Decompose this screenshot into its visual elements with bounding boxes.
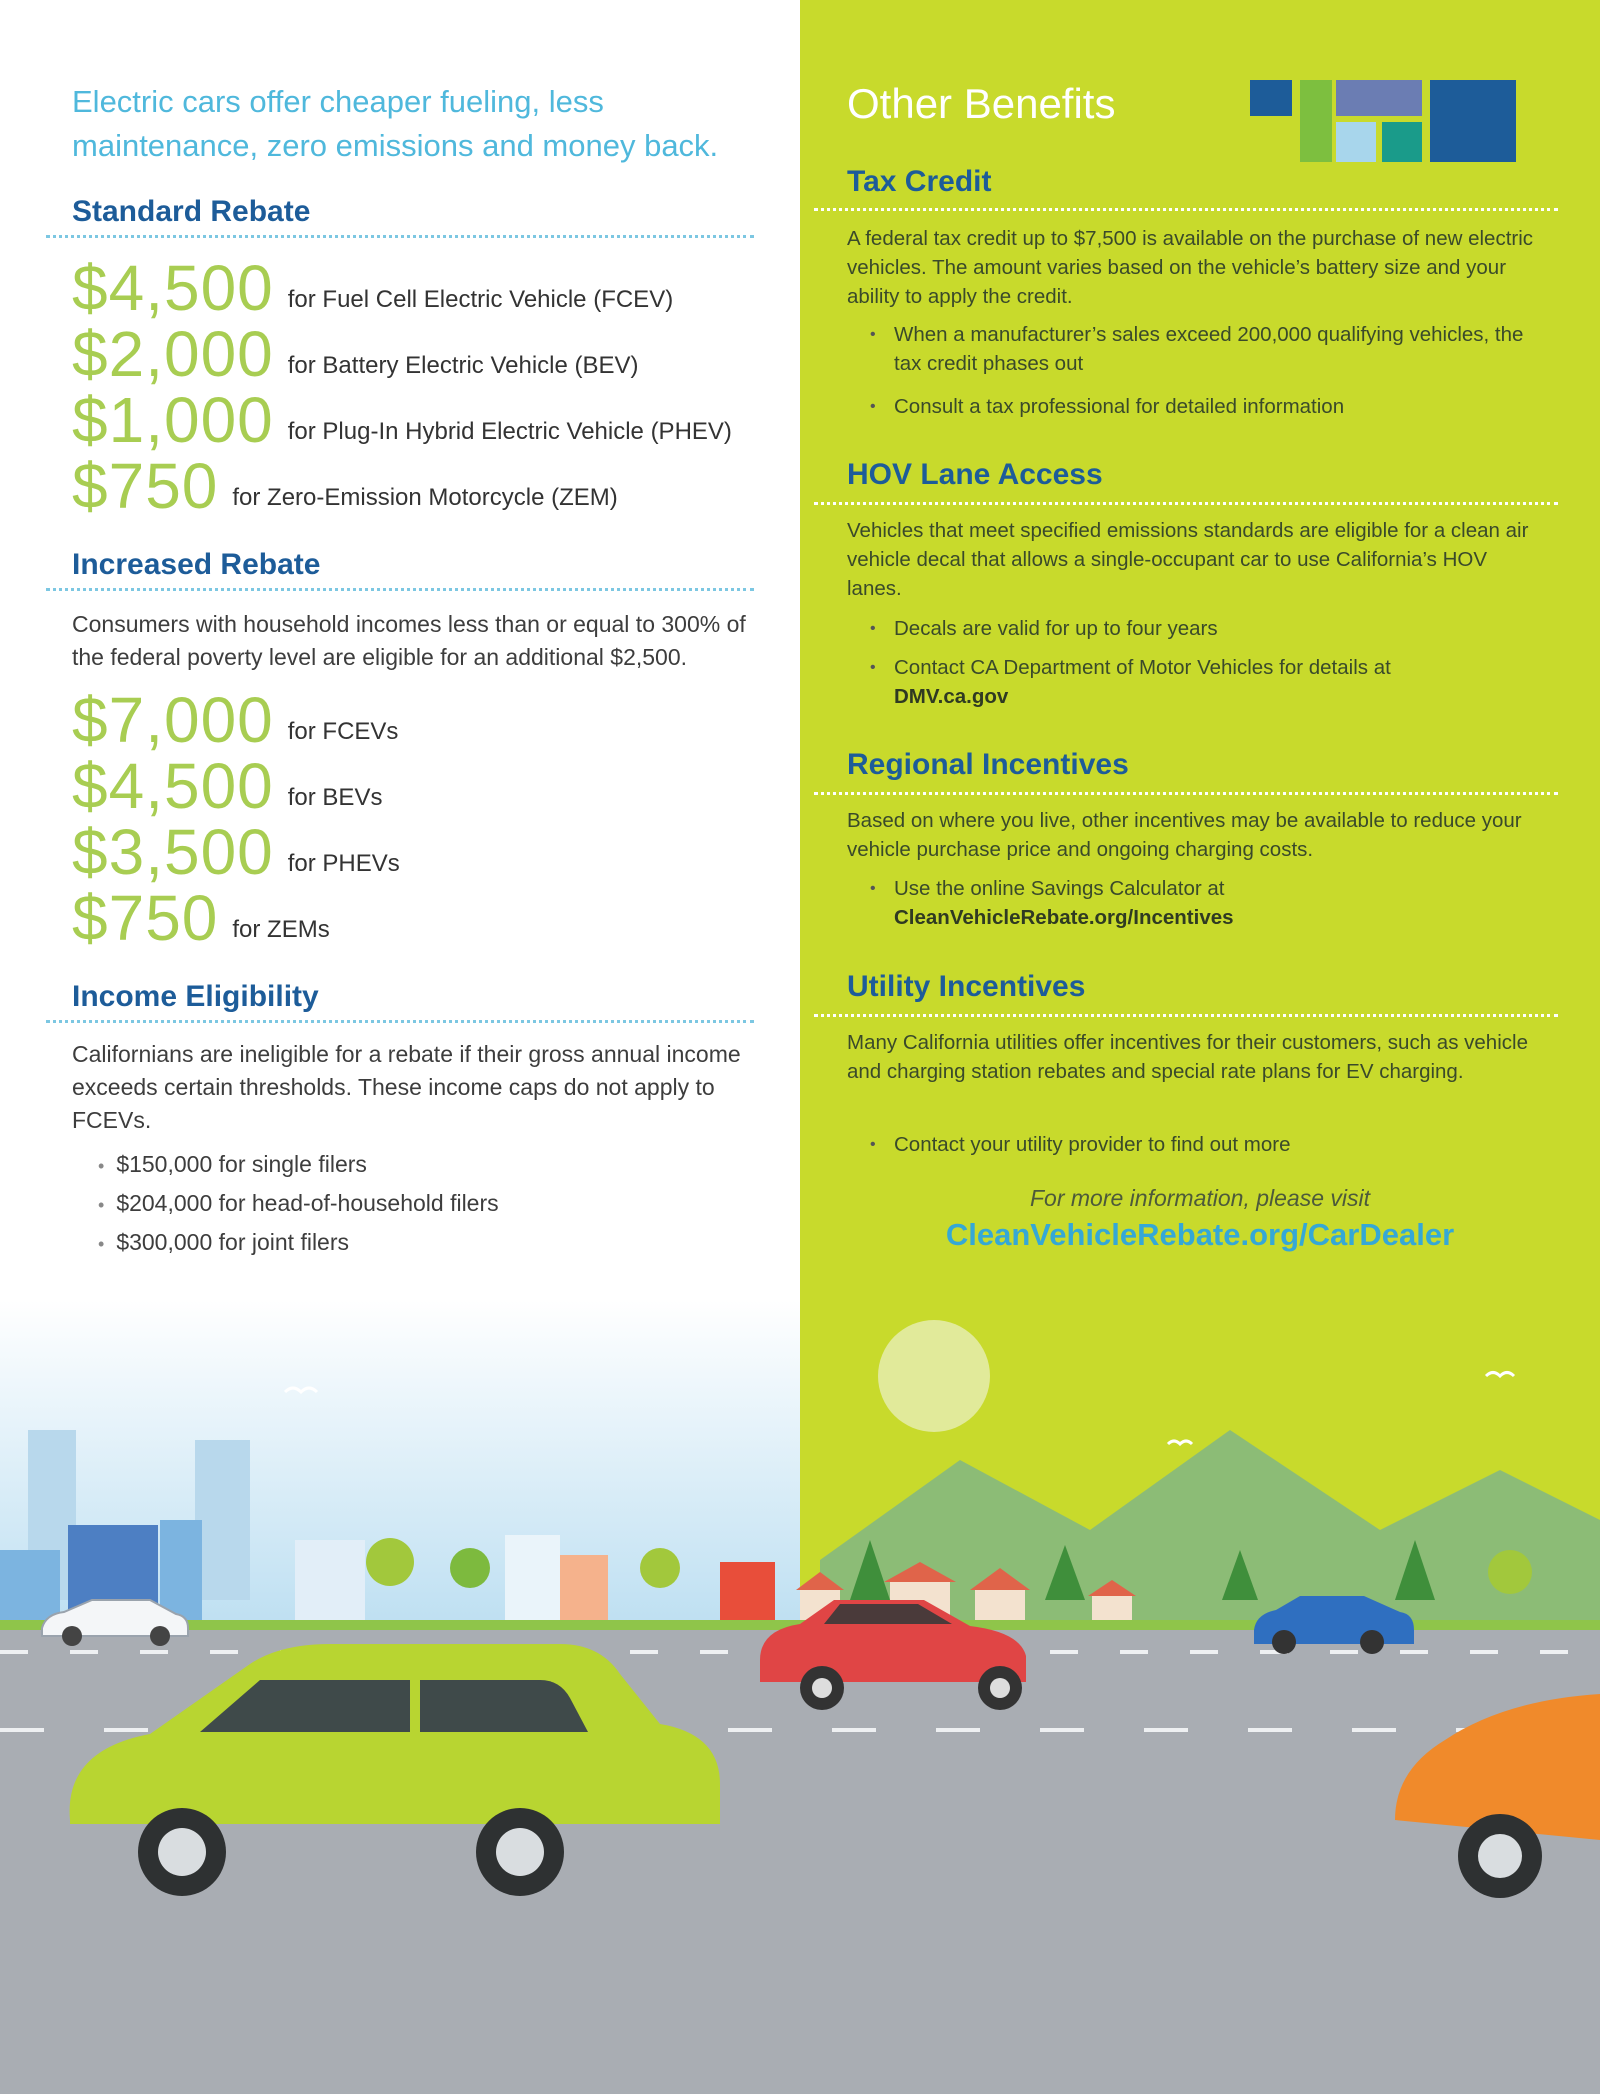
tax-credit-bullets	[870, 320, 1550, 421]
divider	[814, 1014, 1558, 1017]
hov-description: Vehicles that meet specified emissions standards are eligible for a clean air vehicle decal that allows a single-occupant car to use California’s HOV lanes.	[847, 519, 1529, 600]
rebate-amount: $4,500	[72, 750, 274, 822]
rebate-label: for Zero-Emission Motorcycle (ZEM)	[232, 484, 618, 511]
rebate-label: for PHEVs	[287, 850, 400, 877]
rebate-label: for ZEMs	[232, 916, 330, 943]
divider	[814, 502, 1558, 505]
incentives-link[interactable]: CleanVehicleRebate.org/Incentives	[894, 906, 1234, 929]
divider	[46, 588, 754, 591]
tax-credit-description: A federal tax credit up to $7,500 is available on the purchase of new electric vehicles. The amount varies based on the vehicle’s battery size and your ability to apply the credit.	[847, 227, 1534, 308]
divider	[46, 1020, 754, 1023]
income-eligibility-heading: Income Eligibility	[72, 980, 319, 1013]
rebate-label: for BEVs	[287, 784, 383, 811]
regional-bullets	[870, 874, 1550, 932]
dmv-text: Contact CA Department of Motor Vehicles for details at	[894, 656, 1391, 679]
decorative-squares-icon	[1250, 78, 1560, 164]
right-column	[800, 0, 1600, 1360]
rebate-item	[72, 684, 399, 756]
rebate-item	[72, 384, 732, 456]
increased-rebate-heading: Increased Rebate	[72, 548, 321, 581]
standard-rebate-heading: Standard Rebate	[72, 195, 311, 228]
utility-incentives-heading: Utility Incentives	[847, 970, 1086, 1003]
divider	[814, 792, 1558, 795]
left-column	[0, 0, 800, 1300]
rebate-item	[72, 318, 639, 390]
sun-icon	[878, 1320, 990, 1432]
divider	[814, 208, 1558, 211]
rebate-amount: $3,500	[72, 816, 274, 888]
rebate-amount: $750	[72, 450, 219, 522]
rebate-item	[72, 882, 330, 954]
list-item	[870, 653, 1550, 711]
income-threshold-list	[98, 1146, 499, 1263]
regional-incentives-heading: Regional Incentives	[847, 748, 1129, 781]
more-info-text: For more information, please visit	[1029, 1185, 1370, 1211]
income-eligibility-description: Californians are ineligible for a rebate if their gross annual income exceeds certain thresholds. These income caps do not apply to FCEVs.	[72, 1041, 741, 1133]
rebate-amount: $2,000	[72, 318, 274, 390]
hov-lane-heading: HOV Lane Access	[847, 458, 1103, 491]
rebate-amount: $7,000	[72, 684, 274, 756]
rebate-amount: $1,000	[72, 384, 274, 456]
list-item: • When a manufacturer’s sales exceed 200,000 qualifying vehicles, the tax credit phases out	[870, 320, 1550, 378]
regional-description: Based on where you live, other incentives may be available to reduce your vehicle purchase price and ongoing charging costs.	[847, 809, 1522, 861]
car-dealer-link[interactable]: CleanVehicleRebate.org/CarDealer	[945, 1217, 1455, 1252]
intro-text: Electric cars offer cheaper fueling, less maintenance, zero emissions and money back.	[72, 84, 719, 163]
list-item	[870, 874, 1550, 932]
divider	[46, 235, 754, 238]
rebate-item	[72, 750, 383, 822]
rebate-item	[72, 450, 618, 522]
list-item: • Consult a tax professional for detailed information	[870, 392, 1550, 421]
hov-bullets	[870, 614, 1550, 711]
list-item: • Decals are valid for up to four years	[870, 614, 1550, 643]
rebate-amount: $4,500	[72, 252, 274, 324]
utility-description: Many California utilities offer incentives for their customers, such as vehicle and charging station rebates and special rate plans for EV charging.	[847, 1031, 1528, 1083]
list-item: • $150,000 for single filers	[98, 1146, 499, 1185]
calculator-text: Use the online Savings Calculator at	[894, 877, 1225, 900]
other-benefits-heading: Other Benefits	[847, 80, 1116, 127]
city-road-illustration	[0, 1300, 1600, 2094]
rebate-amount: $750	[72, 882, 219, 954]
tax-credit-heading: Tax Credit	[847, 165, 992, 198]
rebate-label: for Plug-In Hybrid Electric Vehicle (PHEV)	[287, 418, 732, 445]
list-item: • $204,000 for head-of-household filers	[98, 1185, 499, 1224]
rebate-label: for Battery Electric Vehicle (BEV)	[287, 352, 639, 379]
list-item: • Contact your utility provider to find out more	[870, 1130, 1550, 1159]
dmv-link[interactable]: DMV.ca.gov	[894, 685, 1009, 708]
rebate-item	[72, 252, 674, 324]
rebate-label: for Fuel Cell Electric Vehicle (FCEV)	[287, 286, 674, 313]
rebate-label: for FCEVs	[287, 718, 399, 745]
increased-rebate-description: Consumers with household incomes less than or equal to 300% of the federal poverty level are eligible for an additional $2,500.	[72, 611, 746, 670]
utility-bullets	[870, 1130, 1550, 1159]
rebate-item	[72, 816, 400, 888]
list-item: • $300,000 for joint filers	[98, 1224, 499, 1263]
